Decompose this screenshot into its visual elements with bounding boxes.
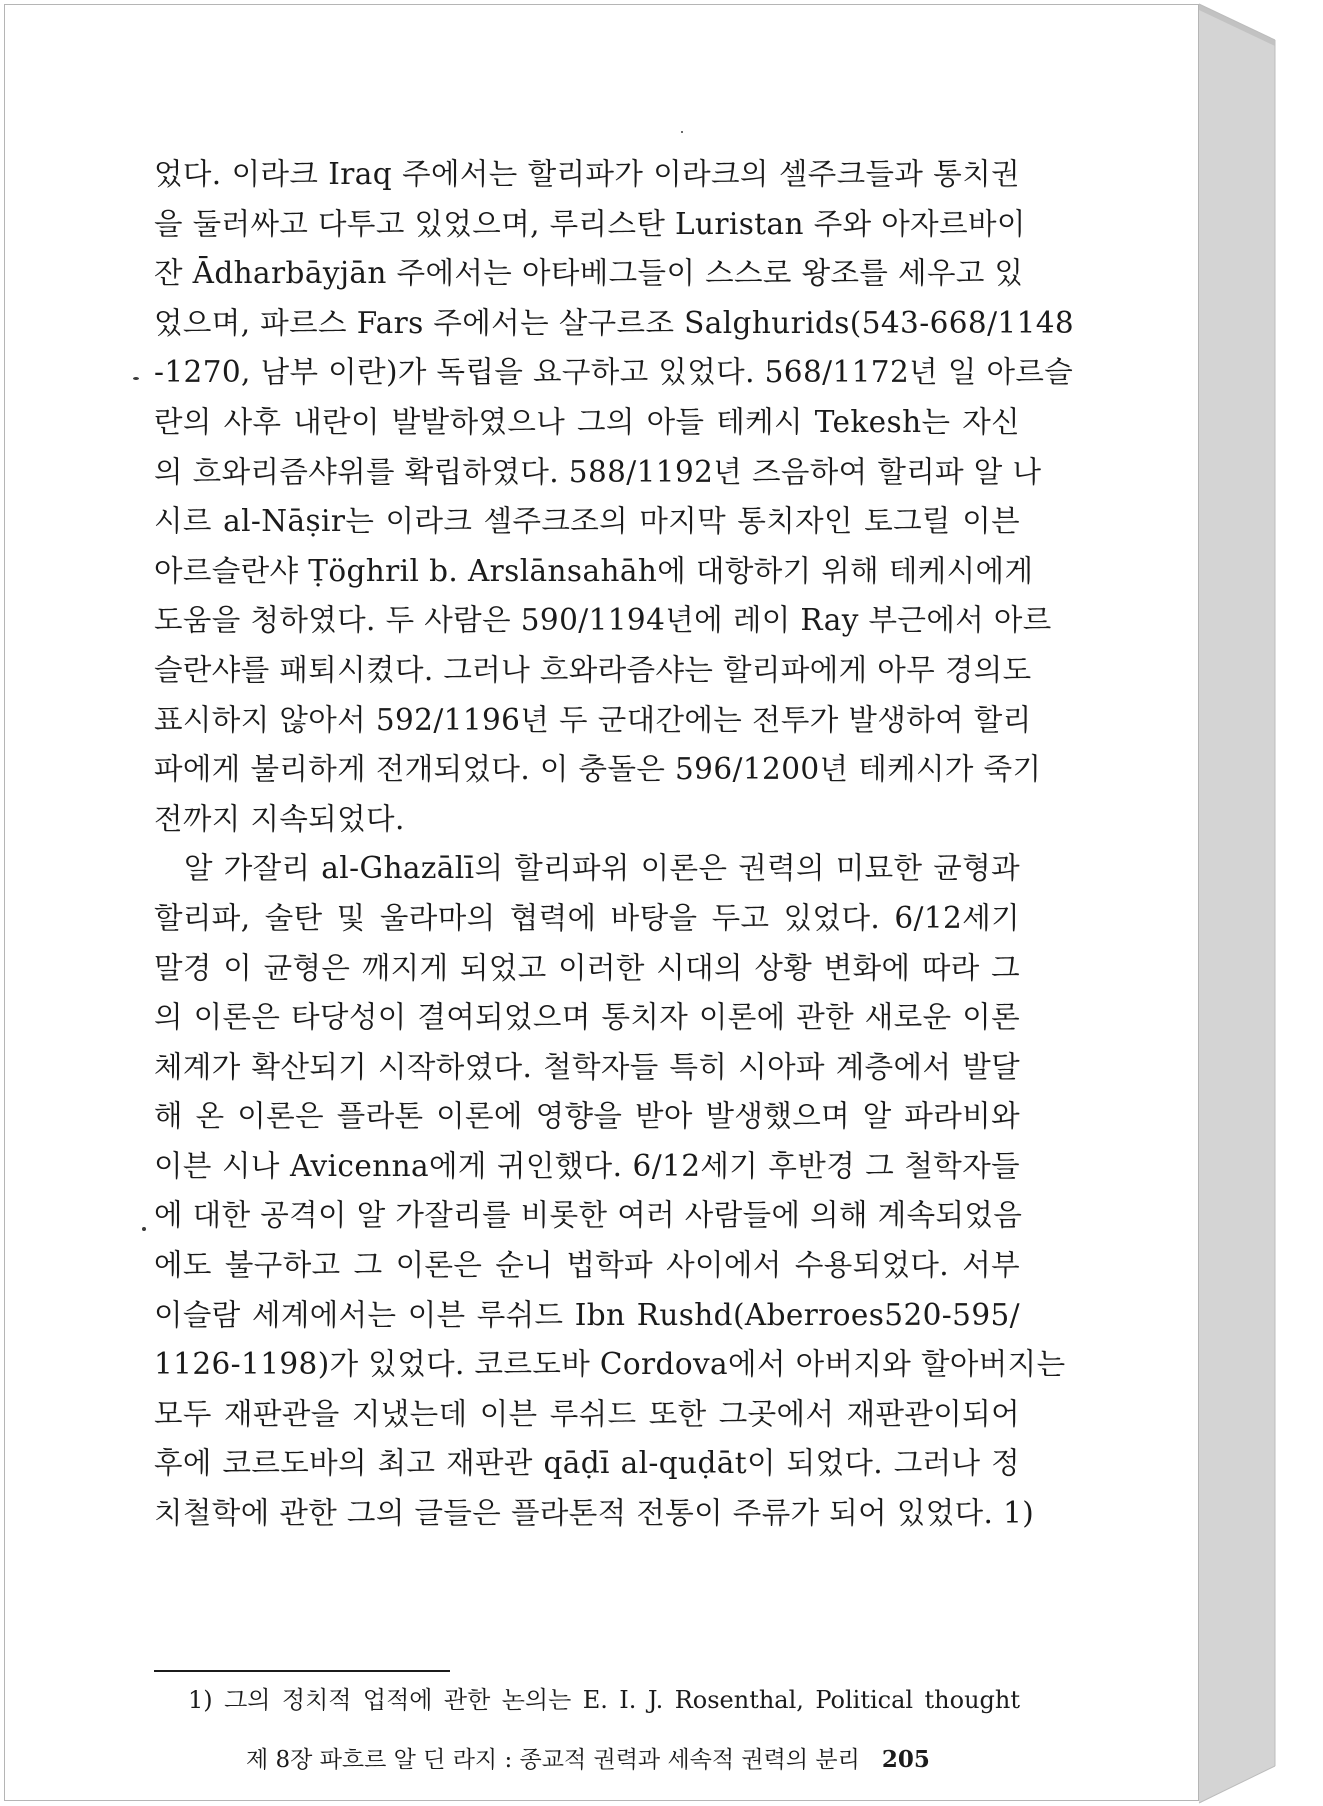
text-line: 었다. 이라크 Iraq 주에서는 할리파가 이라크의 셀주크들과 통치권 [154,157,1020,191]
page-number: 205 [881,1746,930,1773]
text-line: 란의 사후 내란이 발발하였으나 그의 아들 테케시 Tekesh는 자신 [154,404,1020,439]
text-line: 슬란샤를 패퇴시켰다. 그러나 흐와라즘샤는 할리파에게 아무 경의도 [154,652,1032,687]
footnote-divider [154,1670,450,1672]
text-line: 이슬람 세계에서는 이븐 루쉬드 Ibn Rushd(Aberroes520-595/ [154,1297,1020,1332]
text-line: 말경 이 균형은 깨지게 되었고 이러한 시대의 상황 변화에 따라 그 [154,950,1020,985]
text-line: 1126-1198)가 있었다. 코르도바 Cordova에서 아버지와 할아버지는 [154,1347,1066,1382]
paragraph-end-line: 전까지 지속되었다. [154,801,405,836]
text-line: 해 온 이론은 플라톤 이론에 영향을 받아 발생했으며 알 파라비와 [154,1099,1020,1134]
text-line: 었으며, 파르스 Fars 주에서는 살구르조 Salghurids(543-668/1148 [154,305,1075,340]
text-line: 아르슬란샤 Ṭöghril b. Arslānsahāh에 대항하기 위해 테케시에게 [154,553,1034,588]
text-line: 모두 재판관을 지냈는데 이븐 루쉬드 또한 그곳에서 재판관이되어 [154,1396,1020,1431]
running-footer [246,1742,930,1778]
text-line: 을 둘러싸고 다투고 있었으며, 루리스탄 Luristan 주와 아자르바이 [154,206,1026,241]
scan-speck [681,131,683,133]
text-line: 파에게 불리하게 전개되었다. 이 충돌은 596/1200년 테케시가 죽기 [154,752,1042,787]
text-line: 할리파, 술탄 및 울라마의 협력에 바탕을 두고 있었다. 6/12세기 [154,900,1020,935]
text-line: 시르 al-Nāṣir는 이라크 셀주크조의 마지막 통치자인 토그릴 이븐 [154,504,1020,539]
scan-speck [133,377,139,380]
paragraph-start-line: 알 가잘리 al-Ghazālī의 할리파위 이론은 권력의 미묘한 균형과 [184,851,1020,886]
text-line: 에도 불구하고 그 이론은 순니 법학파 사이에서 수용되었다. 서부 [154,1248,1020,1283]
text-line: -1270, 남부 이란)가 독립을 요구하고 있었다. 568/1172년 일 아르슬 [154,355,1074,390]
footnote: 1) 그의 정치적 업적에 관한 논의는 E. I. J. Rosenthal, Political thought [188,1686,1020,1714]
text-line: 도움을 청하였다. 두 사람은 590/1194년에 레이 Ray 부근에서 아르 [154,603,1052,638]
scan-speck [142,1227,146,1231]
text-line: 체계가 확산되기 시작하였다. 철학자들 특히 시아파 계층에서 발달 [154,1049,1020,1084]
text-line: 치철학에 관한 그의 글들은 플라톤적 전통이 주류가 되어 있었다. 1) [154,1496,1035,1531]
text-line: 이븐 시나 Avicenna에게 귀인했다. 6/12세기 후반경 그 철학자들 [154,1148,1020,1183]
body-text [154,150,1075,1539]
text-line: 의 흐와리즘샤위를 확립하였다. 588/1192년 즈음하여 할리파 알 나 [154,454,1042,489]
text-line: 표시하지 않아서 592/1196년 두 군대간에는 전투가 발생하여 할리 [154,702,1032,737]
text-line: 의 이론은 타당성이 결여되었으며 통치자 이론에 관한 새로운 이론 [154,1000,1020,1035]
text-line: 에 대한 공격이 알 가잘리를 비롯한 여러 사람들에 의해 계속되었음 [154,1198,1023,1233]
chapter-title: 제 8장 파흐르 알 딘 라지 : 종교적 권력과 세속적 권력의 분리 [246,1747,860,1773]
text-line: 잔 Ādharbāyjān 주에서는 아타베그들이 스스로 왕조를 세우고 있 [154,256,1024,291]
text-line: 후에 코르도바의 최고 재판관 qāḍī al-quḍāt이 되었다. 그러나 정 [154,1446,1020,1481]
